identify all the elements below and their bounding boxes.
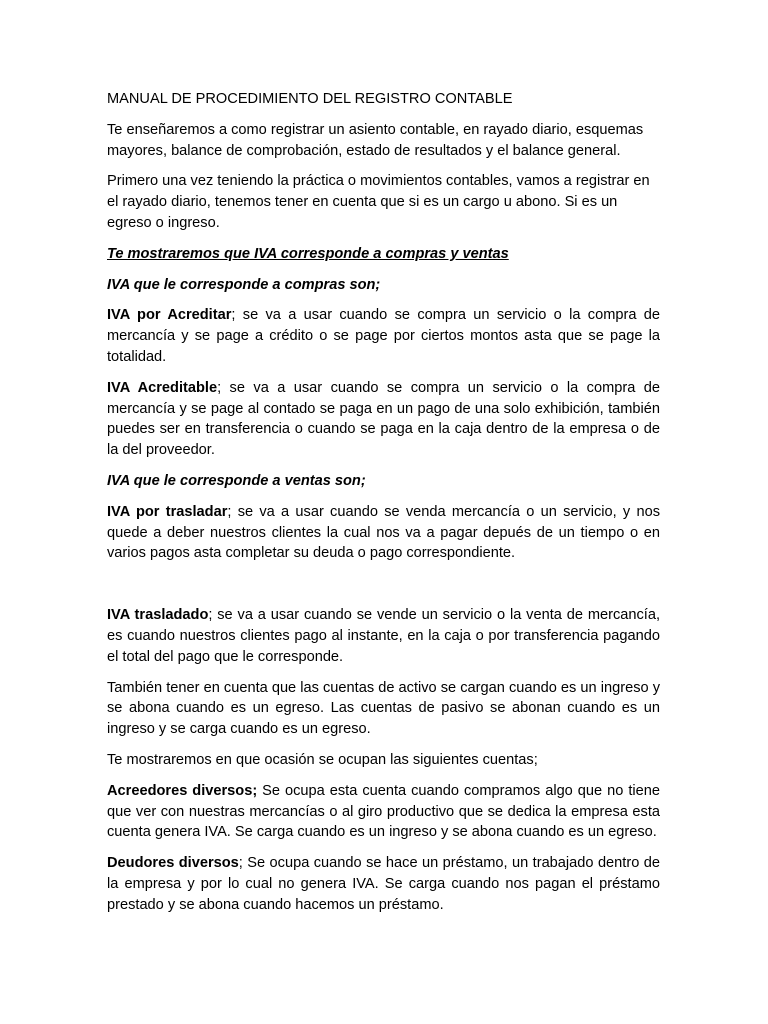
first-step-paragraph: Primero una vez teniendo la práctica o movimientos contables, vamos a registrar en el rayado diario, tenemos tener en cuenta que si es un cargo u abono. Si es un egreso o ingreso. (107, 173, 650, 231)
iva-trasladado-term: IVA trasladado (107, 607, 209, 624)
iva-por-acreditar-paragraph (107, 305, 660, 367)
iva-section-heading: Te mostraremos que IVA corresponde a compras y ventas (107, 245, 509, 262)
acreedores-paragraph (107, 781, 660, 843)
iva-trasladado-text: ; se va a usar cuando se vende un servicio o la venta de mercancía, es cuando nuestros clientes pago al instante, en la caja o por transferencia pagando el total del pago que le corresponde. (107, 607, 660, 665)
ventas-heading: IVA que le corresponde a ventas son; (107, 472, 366, 489)
document-page (107, 89, 660, 926)
iva-por-acreditar-text: ; se va a usar cuando se compra un servicio o la compra de mercancía y se page a crédito o se page por ciertos montos asta que se page la totalidad. (107, 307, 660, 365)
cuentas-note-paragraph: También tener en cuenta que las cuentas de activo se cargan cuando es un ingreso y se abona cuando es un egreso. Las cuentas de pasivo se abonan cuando es un ingreso y se carga cuando es un egreso. (107, 679, 660, 738)
acreedores-text: Se ocupa esta cuenta cuando compramos algo que no tiene que ver con nuestras mercancías o al giro productivo que se dedica la empresa esta cuenta genera IVA. Se carga cuando es un ingreso y se abona cuando es un egreso. (107, 782, 660, 841)
deudores-term: Deudores diversos (107, 855, 239, 872)
acreedores-term: Acreedores diversos; (107, 782, 258, 799)
iva-por-trasladar-paragraph (107, 502, 660, 564)
compras-heading: IVA que le corresponde a compras son; (107, 276, 381, 293)
iva-acreditable-term: IVA Acreditable (107, 379, 218, 396)
iva-por-acreditar-term: IVA por Acreditar (107, 307, 232, 324)
intro-paragraph: Te enseñaremos a como registrar un asiento contable, en rayado diario, esquemas mayores, balance de comprobación, estado de resultados y el balance general. (107, 121, 644, 159)
deudores-text: ; Se ocupa cuando se hace un préstamo, un trabajado dentro de la empresa y por lo cual no genera IVA. Se carga cuando nos pagan el préstamo prestado y se abona cuando hacemos un préstamo. (107, 855, 660, 913)
iva-acreditable-text: ; se va a usar cuando se compra un servicio o la compra de mercancía y se page al contado se paga en un pago de una solo exhibición, también puedes ser en transferencia o cuando se paga en la caja dentro de la empresa o de la del proveedor. (107, 379, 661, 459)
document-title: MANUAL DE PROCEDIMIENTO DEL REGISTRO CONTABLE (107, 91, 513, 107)
iva-acreditable-paragraph (107, 378, 660, 461)
iva-por-trasladar-text: ; se va a usar cuando se venda mercancía o un servicio, y nos quede a deber nuestros clientes la cual nos va a pagar depués de un tiempo o en varios pagos asta completar su deuda o pago correspondiente. (107, 503, 660, 562)
deudores-paragraph (107, 853, 660, 915)
blank-line (107, 574, 660, 605)
iva-por-trasladar-term: IVA por trasladar (107, 503, 228, 520)
iva-trasladado-paragraph (107, 605, 660, 667)
cuentas-intro-paragraph: Te mostraremos en que ocasión se ocupan las siguientes cuentas; (107, 751, 538, 768)
